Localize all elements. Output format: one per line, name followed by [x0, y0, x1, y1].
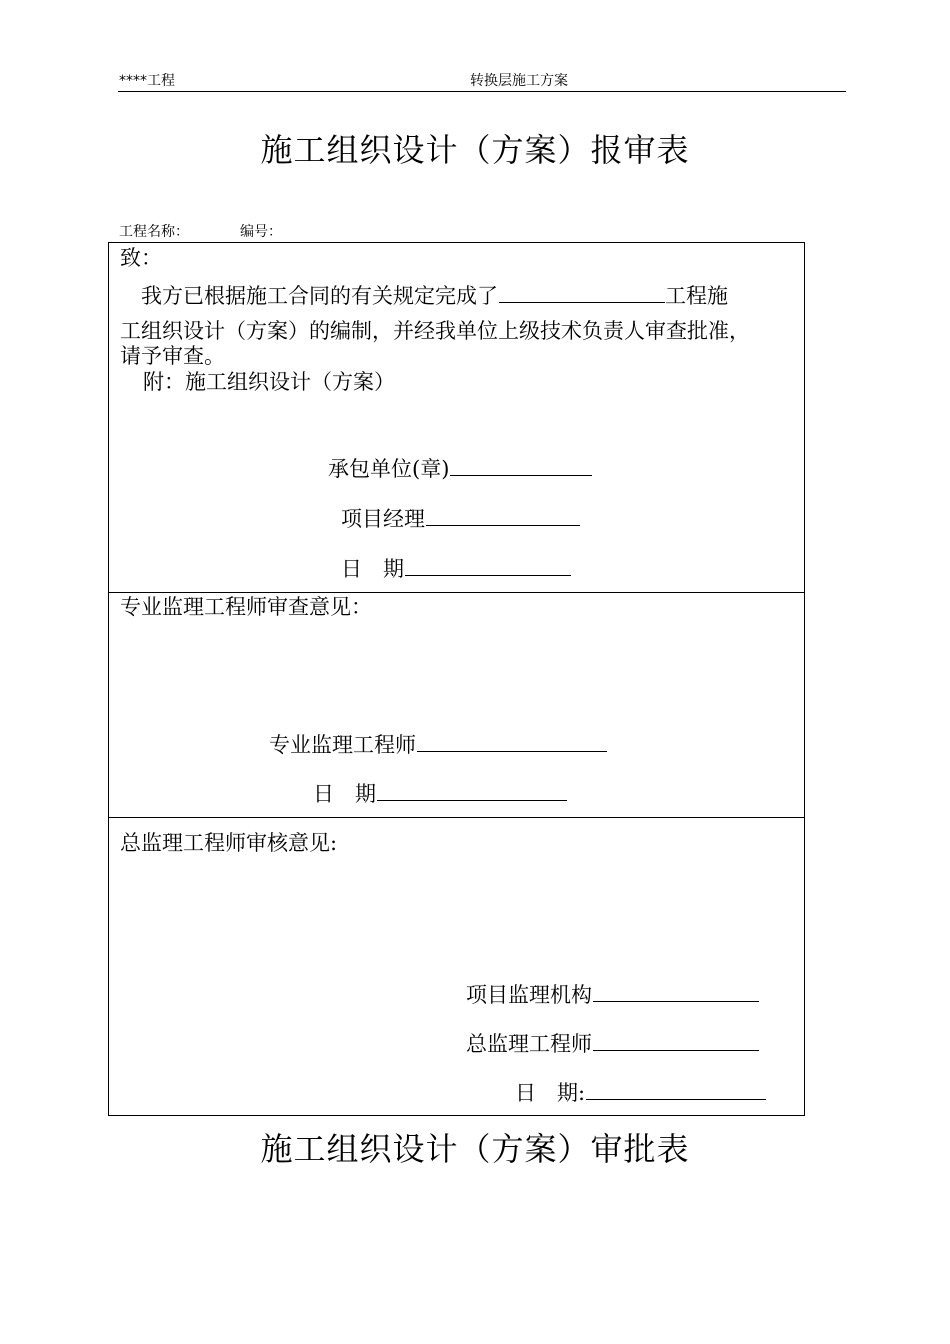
engineer-row [269, 733, 607, 756]
engineer-review-heading: 专业监理工程师审查意见： [120, 595, 372, 619]
chief-review-heading: 总监理工程师审核意见: [120, 831, 338, 855]
project-name-label: 工程名称： [119, 224, 189, 240]
body-line-1a: 我方已根据施工合同的有关规定完成了 [141, 284, 498, 308]
header-project: ****工程 [119, 73, 175, 89]
org-row [466, 983, 759, 1006]
approval-title: 施工组织设计（方案）审批表 [260, 1130, 690, 1168]
org-blank[interactable] [593, 983, 759, 1002]
date-blank-1[interactable] [405, 557, 571, 576]
header-doc-title: 转换层施工方案 [470, 73, 568, 89]
org-label: 项目监理机构 [466, 983, 592, 1007]
body-line-2: 工组织设计（方案）的编制，并经我单位上级技术负责人审查批准， [120, 319, 750, 343]
contractor-row [328, 457, 592, 480]
to-label: 致： [120, 246, 162, 270]
contractor-section [109, 243, 804, 593]
date-row-3 [515, 1081, 766, 1104]
attachment-note: 附：施工组织设计（方案） [143, 370, 395, 394]
body-line-3: 请予审查。 [120, 344, 225, 368]
project-blank[interactable] [499, 284, 665, 303]
manager-row [341, 507, 580, 530]
chief-row [466, 1032, 759, 1055]
date-blank-3[interactable] [586, 1081, 766, 1100]
date-label-3: 日 期: [515, 1081, 586, 1105]
date-blank-2[interactable] [377, 782, 567, 801]
date-label-1: 日 期 [341, 557, 404, 581]
engineer-blank[interactable] [417, 733, 607, 752]
date-label-2: 日 期 [313, 782, 376, 806]
chief-label: 总监理工程师 [466, 1032, 592, 1056]
chief-blank[interactable] [593, 1032, 759, 1051]
body-line-1 [141, 284, 728, 307]
engineer-review-section [109, 593, 804, 818]
report-title: 施工组织设计（方案）报审表 [260, 131, 690, 169]
date-row-2 [313, 782, 567, 805]
engineer-label: 专业监理工程师 [269, 733, 416, 757]
contractor-label: 承包单位(章) [328, 457, 450, 481]
manager-blank[interactable] [426, 507, 580, 526]
date-row-1 [341, 557, 571, 580]
contractor-blank[interactable] [450, 457, 592, 476]
manager-label: 项目经理 [341, 507, 425, 531]
chief-review-section [109, 818, 804, 1115]
header-rule [118, 91, 846, 92]
number-label: 编号： [240, 224, 282, 240]
body-line-1b: 工程施 [665, 284, 728, 308]
review-form [108, 242, 805, 1116]
